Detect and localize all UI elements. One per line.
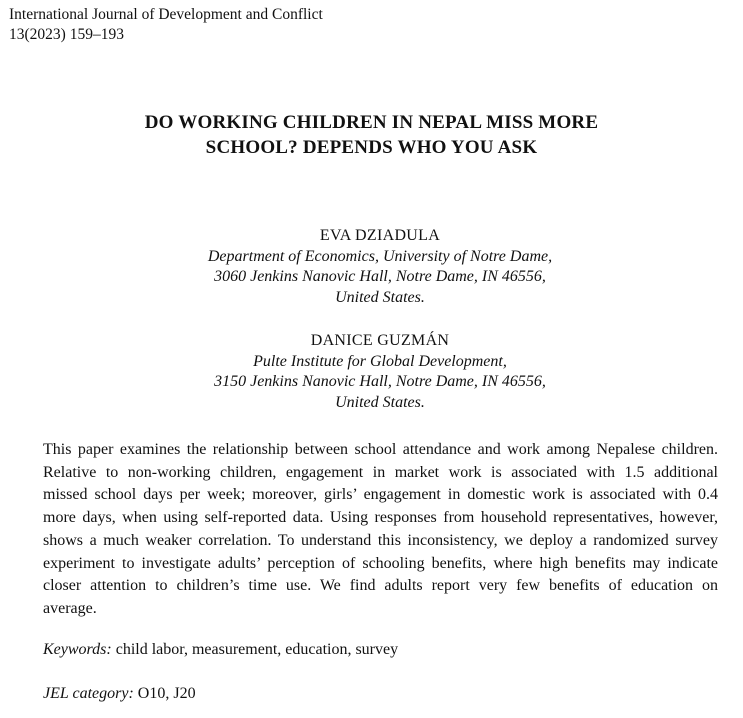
- abstract-line: This paper examines the relationship between school attendance and work among Nepalese children.: [43, 441, 718, 458]
- author-block: [0, 226, 743, 308]
- abstract-line: Relative to non-working children, engagement in market work is associated with 1.5 additional: [43, 463, 718, 481]
- keywords-label: Keywords:: [43, 641, 112, 658]
- author-affiliation-line: Pulte Institute for Global Development,: [253, 352, 507, 370]
- keywords: [43, 640, 398, 660]
- author-affiliation-line: 3060 Jenkins Nanovic Hall, Notre Dame, IN 46556,: [214, 268, 546, 285]
- paper-title: [0, 110, 743, 160]
- journal-issue: 13(2023) 159–193: [9, 26, 124, 43]
- abstract-line: average.: [43, 599, 97, 617]
- author-affiliation-line: United States.: [335, 393, 425, 411]
- abstract-line: more days, when using self-reported data. Using responses from household representatives, however,: [43, 509, 718, 527]
- author-affiliation-line: Department of Economics, University of Notre Dame,: [207, 247, 553, 265]
- author-block: [0, 331, 743, 413]
- title-line: DO WORKING CHILDREN IN NEPAL MISS MORE: [144, 112, 599, 133]
- author-affiliation-line: United States.: [335, 288, 425, 306]
- abstract-line: closer attention to children’s time use. We find adults report very few benefits of education on: [43, 577, 718, 595]
- abstract-line: shows a much weaker correlation. To understand this inconsistency, we deploy a randomized survey: [43, 531, 718, 549]
- abstract: [43, 439, 718, 621]
- abstract-line: experiment to investigate adults’ perception of schooling benefits, where high benefits may indicate: [43, 554, 718, 572]
- author-name: DANICE GUZMÁN: [310, 332, 450, 349]
- title-line: SCHOOL? DEPENDS WHO YOU ASK: [205, 137, 538, 158]
- author-affiliation-line: 3150 Jenkins Nanovic Hall, Notre Dame, IN 46556,: [214, 373, 546, 390]
- jel-category: [43, 684, 196, 704]
- journal-name: International Journal of Development and Conflict: [9, 6, 323, 23]
- jel-label: JEL category:: [43, 685, 134, 702]
- keywords-value: child labor, measurement, education, survey: [115, 641, 399, 658]
- jel-value: O10, J20: [137, 685, 196, 702]
- author-name: EVA DZIADULA: [319, 227, 441, 244]
- abstract-line: missed school days per week; moreover, girls’ engagement in domestic work is associated with 0.4: [43, 486, 718, 504]
- journal-header: [9, 5, 323, 45]
